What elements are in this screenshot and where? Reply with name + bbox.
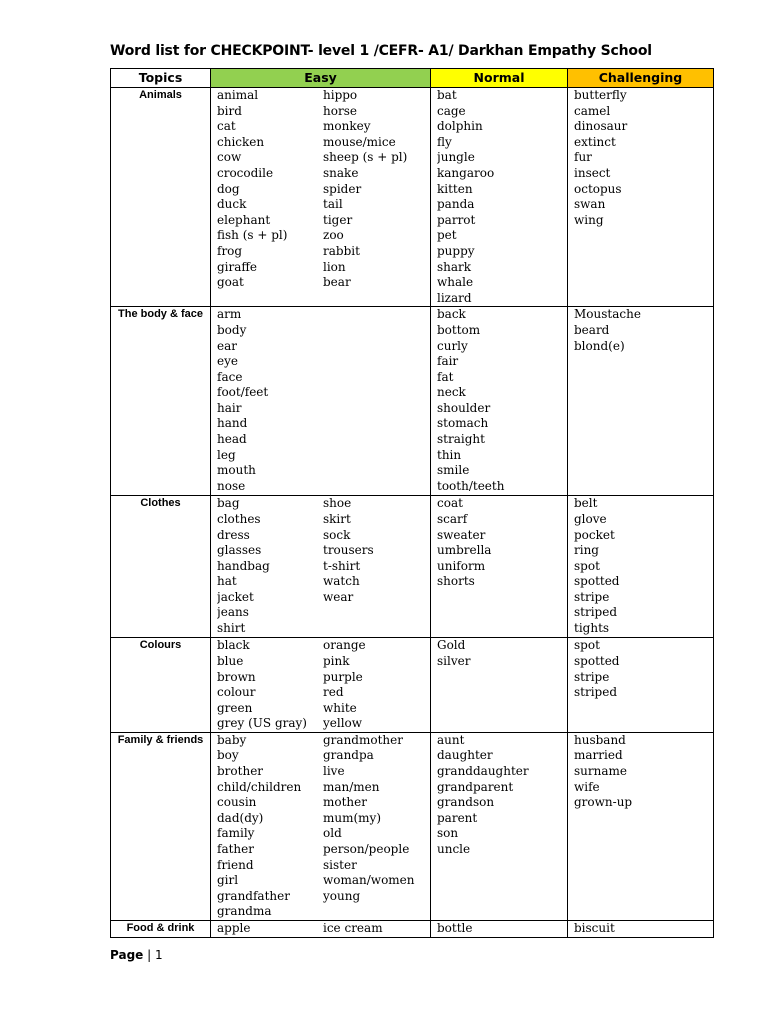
easy-words-col2: [317, 921, 430, 937]
easy-words-col1: [211, 307, 317, 494]
word-item: butterfly: [574, 88, 627, 102]
word-item: lion: [323, 259, 346, 274]
word-item: grown-up: [574, 795, 633, 810]
word-item: spot: [574, 558, 600, 573]
word-item: leg: [217, 447, 236, 462]
word-item: shorts: [437, 574, 475, 589]
word-item: hand: [217, 416, 248, 431]
word-item: bat: [437, 88, 457, 102]
word-item: snake: [323, 165, 359, 180]
word-item: baby: [217, 732, 247, 747]
word-item: insect: [574, 165, 611, 180]
word-list-body: [111, 88, 714, 938]
word-item: dinosaur: [574, 119, 628, 134]
word-item: eye: [217, 354, 238, 369]
word-item: sock: [323, 527, 351, 542]
word-item: camel: [574, 103, 611, 118]
word-item: smile: [437, 463, 470, 478]
word-item: straight: [437, 432, 485, 447]
easy-cell: [211, 921, 431, 938]
word-item: frog: [217, 243, 243, 258]
topic-cell: The body & face: [111, 307, 211, 496]
header-easy: Easy: [211, 69, 431, 88]
word-item: animal: [217, 88, 259, 102]
word-item: young: [323, 888, 361, 903]
page-footer: [110, 948, 163, 962]
word-item: whale: [437, 275, 474, 290]
header-row: [111, 69, 714, 88]
word-item: fat: [437, 369, 454, 384]
word-item: beard: [574, 322, 610, 337]
word-item: scarf: [437, 511, 468, 526]
word-item: ring: [574, 543, 599, 558]
word-item: grandma: [217, 904, 272, 919]
easy-words-col2: [317, 733, 430, 920]
easy-cell: [211, 638, 431, 733]
challenging-words: [568, 921, 713, 937]
word-item: brown: [217, 669, 256, 684]
word-item: jeans: [217, 605, 249, 620]
word-item: yellow: [323, 716, 363, 731]
word-item: trousers: [323, 543, 374, 558]
easy-words-col2: [317, 496, 430, 636]
word-item: dress: [217, 527, 250, 542]
word-item: sister: [323, 857, 357, 872]
challenging-cell: [568, 307, 714, 496]
word-item: bag: [217, 496, 240, 511]
word-item: Gold: [437, 638, 466, 653]
word-item: striped: [574, 685, 618, 700]
challenging-cell: [568, 638, 714, 733]
word-item: belt: [574, 496, 598, 511]
topic-cell: Food & drink: [111, 921, 211, 938]
normal-words: [431, 638, 567, 669]
word-item: cow: [217, 150, 242, 165]
word-item: kitten: [437, 181, 473, 196]
word-item: foot/feet: [217, 385, 269, 400]
word-item: striped: [574, 605, 618, 620]
word-item: spotted: [574, 574, 620, 589]
word-item: mouse/mice: [323, 134, 396, 149]
easy-words-col1: [211, 921, 317, 937]
word-item: tiger: [323, 212, 353, 227]
word-item: rabbit: [323, 243, 360, 258]
word-item: t-shirt: [323, 558, 361, 573]
easy-words-col2: [317, 88, 430, 291]
word-item: watch: [323, 574, 360, 589]
easy-cell: [211, 307, 431, 496]
word-item: black: [217, 638, 250, 653]
page-separator: |: [147, 948, 152, 962]
word-item: wing: [574, 212, 604, 227]
word-item: stripe: [574, 669, 610, 684]
word-item: monkey: [323, 119, 371, 134]
word-item: coat: [437, 496, 463, 511]
word-item: shoe: [323, 496, 352, 511]
word-item: kangaroo: [437, 165, 495, 180]
word-item: silver: [437, 653, 471, 668]
word-item: swan: [574, 197, 606, 212]
word-item: red: [323, 685, 344, 700]
word-item: back: [437, 307, 466, 322]
word-item: family: [217, 826, 255, 841]
easy-words-col1: [211, 733, 317, 920]
word-item: aunt: [437, 732, 465, 747]
word-item: son: [437, 826, 459, 841]
normal-cell: [431, 496, 568, 638]
topic-cell: Animals: [111, 88, 211, 307]
word-item: umbrella: [437, 543, 492, 558]
challenging-words: [568, 733, 713, 811]
word-item: head: [217, 432, 247, 447]
word-item: Moustache: [574, 307, 641, 322]
word-item: tights: [574, 621, 610, 636]
word-item: blue: [217, 653, 244, 668]
challenging-cell: [568, 732, 714, 920]
word-item: purple: [323, 669, 363, 684]
word-item: girl: [217, 873, 239, 888]
normal-words: [431, 496, 567, 590]
word-item: body: [217, 322, 247, 337]
word-item: cage: [437, 103, 466, 118]
word-item: old: [323, 826, 342, 841]
word-item: father: [217, 842, 254, 857]
word-item: jungle: [437, 150, 475, 165]
easy-words-col2: [317, 638, 430, 732]
word-item: live: [323, 764, 345, 779]
word-item: blond(e): [574, 338, 625, 353]
word-item: green: [217, 700, 253, 715]
word-item: curly: [437, 338, 468, 353]
page-number: 1: [155, 948, 163, 962]
word-item: dad(dy): [217, 810, 264, 825]
topic-row: [111, 732, 714, 920]
word-item: surname: [574, 764, 627, 779]
word-item: fur: [574, 150, 592, 165]
word-item: hair: [217, 400, 242, 415]
word-item: person/people: [323, 842, 410, 857]
word-item: grandmother: [323, 732, 403, 747]
word-item: elephant: [217, 212, 271, 227]
word-item: mum(my): [323, 810, 382, 825]
word-item: orange: [323, 638, 366, 653]
word-item: bottle: [437, 921, 473, 935]
word-item: jacket: [217, 589, 254, 604]
challenging-words: [568, 307, 713, 354]
word-item: husband: [574, 732, 626, 747]
word-item: fly: [437, 134, 452, 149]
word-item: horse: [323, 103, 357, 118]
normal-words: [431, 88, 567, 306]
word-item: goat: [217, 275, 244, 290]
challenging-cell: [568, 921, 714, 938]
word-item: woman/women: [323, 873, 415, 888]
easy-words-col1: [211, 88, 317, 291]
challenging-cell: [568, 88, 714, 307]
word-item: extinct: [574, 134, 616, 149]
word-item: cat: [217, 119, 236, 134]
word-item: nose: [217, 478, 246, 493]
word-item: white: [323, 700, 357, 715]
word-item: spider: [323, 181, 362, 196]
challenging-cell: [568, 496, 714, 638]
word-item: glove: [574, 511, 607, 526]
word-item: ice cream: [323, 921, 383, 935]
word-item: daughter: [437, 748, 493, 763]
word-item: tooth/teeth: [437, 478, 505, 493]
word-item: grey (US gray): [217, 716, 307, 731]
word-item: hat: [217, 574, 237, 589]
word-item: uncle: [437, 842, 471, 857]
word-item: bear: [323, 275, 351, 290]
word-item: tail: [323, 197, 343, 212]
word-item: wife: [574, 779, 600, 794]
word-item: ear: [217, 338, 237, 353]
document-title: Word list for CHECKPOINT- level 1 /CEFR- A1/ Darkhan Empathy School: [110, 43, 652, 59]
easy-words-col2: [317, 307, 430, 494]
word-item: wear: [323, 589, 354, 604]
word-item: colour: [217, 685, 256, 700]
word-item: glasses: [217, 543, 262, 558]
word-item: giraffe: [217, 259, 258, 274]
word-item: child/children: [217, 779, 302, 794]
word-item: mouth: [217, 463, 256, 478]
word-item: grandparent: [437, 779, 514, 794]
easy-cell: [211, 732, 431, 920]
word-item: mother: [323, 795, 367, 810]
normal-cell: [431, 732, 568, 920]
word-item: shirt: [217, 621, 246, 636]
word-item: friend: [217, 857, 254, 872]
normal-words: [431, 733, 567, 858]
word-item: chicken: [217, 134, 265, 149]
word-item: stripe: [574, 589, 610, 604]
word-item: handbag: [217, 558, 270, 573]
header-challenging: Challenging: [568, 69, 714, 88]
topic-cell: Colours: [111, 638, 211, 733]
word-item: stomach: [437, 416, 489, 431]
easy-cell: [211, 88, 431, 307]
topic-cell: Family & friends: [111, 732, 211, 920]
word-item: man/men: [323, 779, 380, 794]
word-item: grandson: [437, 795, 495, 810]
word-item: boy: [217, 748, 239, 763]
word-item: fair: [437, 354, 459, 369]
word-item: shoulder: [437, 400, 491, 415]
word-item: zoo: [323, 228, 344, 243]
normal-cell: [431, 88, 568, 307]
word-item: apple: [217, 921, 251, 935]
challenging-words: [568, 88, 713, 228]
word-item: grandfather: [217, 888, 290, 903]
word-item: arm: [217, 307, 242, 322]
topic-row: [111, 496, 714, 638]
word-item: dog: [217, 181, 240, 196]
word-item: neck: [437, 385, 466, 400]
word-item: duck: [217, 197, 247, 212]
word-item: parent: [437, 810, 478, 825]
word-item: biscuit: [574, 921, 615, 935]
word-item: pocket: [574, 527, 615, 542]
word-item: pet: [437, 228, 457, 243]
easy-words-col1: [211, 496, 317, 636]
word-item: sheep (s + pl): [323, 150, 408, 165]
word-item: lizard: [437, 290, 472, 305]
word-item: uniform: [437, 558, 486, 573]
topic-row: [111, 88, 714, 307]
challenging-words: [568, 638, 713, 700]
normal-cell: [431, 921, 568, 938]
normal-words: [431, 307, 567, 494]
topic-row: [111, 638, 714, 733]
word-list-table: [110, 68, 714, 938]
header-topics: Topics: [111, 69, 211, 88]
page-label: Page: [110, 948, 144, 962]
topic-cell: Clothes: [111, 496, 211, 638]
word-item: shark: [437, 259, 472, 274]
word-item: cousin: [217, 795, 257, 810]
word-item: granddaughter: [437, 764, 529, 779]
header-normal: Normal: [431, 69, 568, 88]
normal-cell: [431, 638, 568, 733]
word-item: brother: [217, 764, 264, 779]
word-item: fish (s + pl): [217, 228, 288, 243]
word-item: grandpa: [323, 748, 374, 763]
word-item: sweater: [437, 527, 486, 542]
word-item: bottom: [437, 322, 481, 337]
word-item: octopus: [574, 181, 622, 196]
word-item: spot: [574, 638, 600, 653]
challenging-words: [568, 496, 713, 636]
normal-words: [431, 921, 567, 937]
word-item: parrot: [437, 212, 476, 227]
word-item: pink: [323, 653, 350, 668]
topic-row: [111, 921, 714, 938]
normal-cell: [431, 307, 568, 496]
word-item: face: [217, 369, 243, 384]
word-item: thin: [437, 447, 462, 462]
word-item: hippo: [323, 88, 358, 102]
word-item: dolphin: [437, 119, 483, 134]
word-item: crocodile: [217, 165, 274, 180]
easy-words-col1: [211, 638, 317, 732]
topic-row: [111, 307, 714, 496]
easy-cell: [211, 496, 431, 638]
word-item: married: [574, 748, 623, 763]
word-item: puppy: [437, 243, 475, 258]
word-item: skirt: [323, 511, 351, 526]
word-item: clothes: [217, 511, 261, 526]
word-item: spotted: [574, 653, 620, 668]
word-item: bird: [217, 103, 242, 118]
word-item: panda: [437, 197, 475, 212]
